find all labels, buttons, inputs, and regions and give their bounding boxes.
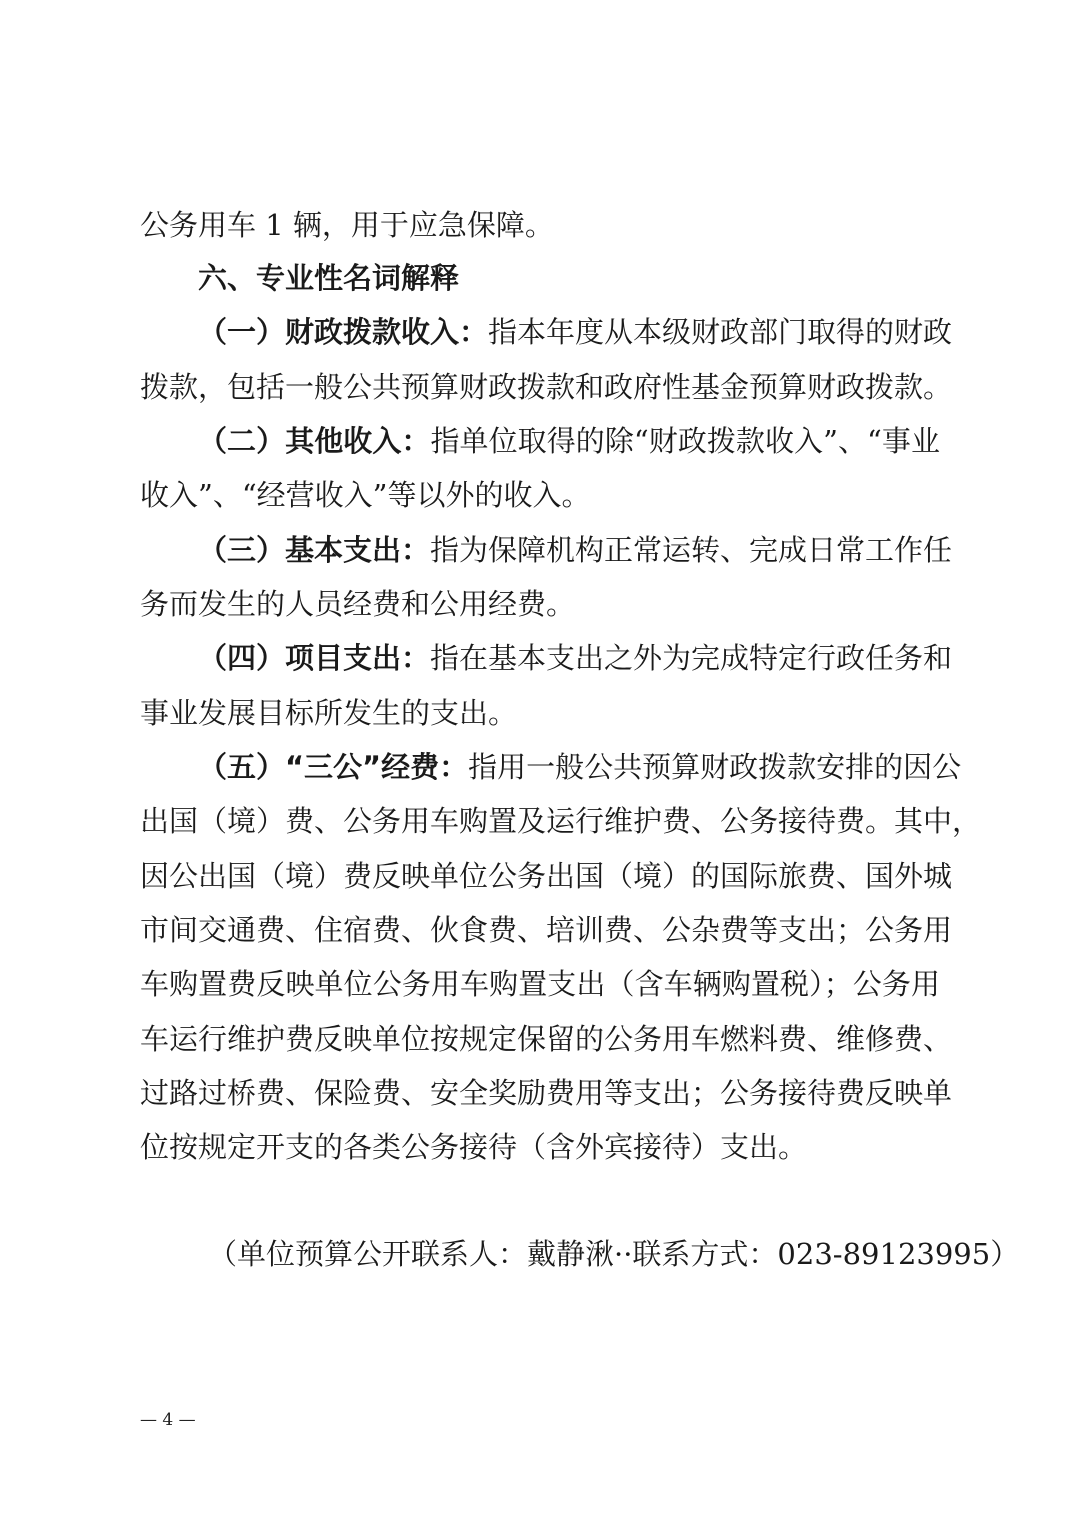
definition-first-line: [198, 530, 953, 570]
paragraph-line: 车运行维护费反映单位按规定保留的公务用车燃料费、维修费、: [140, 1022, 953, 1056]
definition-first-line: [198, 312, 953, 352]
paragraph-line: 拨款，包括一般公共预算财政拨款和政府性基金预算财政拨款。: [140, 370, 953, 404]
definition-first-line: [198, 638, 953, 678]
definition-first-line: [198, 747, 962, 787]
definition-text: 指本年度从本级财政部门取得的财政: [488, 315, 953, 349]
paragraph-line: 因公出国（境）费反映单位公务出国（境）的国际旅费、国外城: [140, 859, 953, 893]
definition-text: 指单位取得的除“财政拨款收入”、“事业: [430, 424, 940, 458]
paragraph-line: 市间交通费、住宿费、伙食费、培训费、公杂费等支出；公务用: [140, 913, 953, 947]
paragraph-line: 务而发生的人员经费和公用经费。: [140, 587, 576, 621]
paragraph-line: 出国（境）费、公务用车购置及运行维护费、公务接待费。其中，: [140, 804, 982, 838]
paragraph-line: 过路过桥费、保险费、安全奖励费用等支出；公务接待费反映单: [140, 1076, 953, 1110]
definition-text: 指为保障机构正常运转、完成日常工作任: [430, 533, 953, 567]
section-heading: 六、专业性名词解释: [198, 261, 460, 295]
definition-term: （五）“三公”经费：: [198, 750, 469, 784]
definition-term: （三）基本支出：: [198, 533, 431, 567]
paragraph-line: 收入”、“经营收入”等以外的收入。: [140, 478, 591, 512]
contact-info: （单位预算公开联系人：戴静湫··联系方式：023-89123995）: [208, 1237, 1020, 1271]
paragraph-line: 事业发展目标所发生的支出。: [140, 696, 518, 730]
definition-text: 指用一般公共预算财政拨款安排的因公: [468, 750, 962, 784]
definition-first-line: [198, 421, 940, 461]
definition-term: （二）其他收入：: [198, 424, 431, 458]
paragraph-line: 位按规定开支的各类公务接待（含外宾接待）支出。: [140, 1130, 808, 1164]
paragraph-line: 公务用车 1 辆，用于应急保障。: [140, 208, 554, 242]
paragraph-line: 车购置费反映单位公务用车购置支出（含车辆购置税）；公务用: [140, 967, 940, 1001]
page-number: — 4 —: [140, 1410, 196, 1430]
definition-term: （一）财政拨款收入：: [198, 315, 489, 349]
definition-text: 指在基本支出之外为完成特定行政任务和: [430, 641, 953, 675]
definition-term: （四）项目支出：: [198, 641, 431, 675]
